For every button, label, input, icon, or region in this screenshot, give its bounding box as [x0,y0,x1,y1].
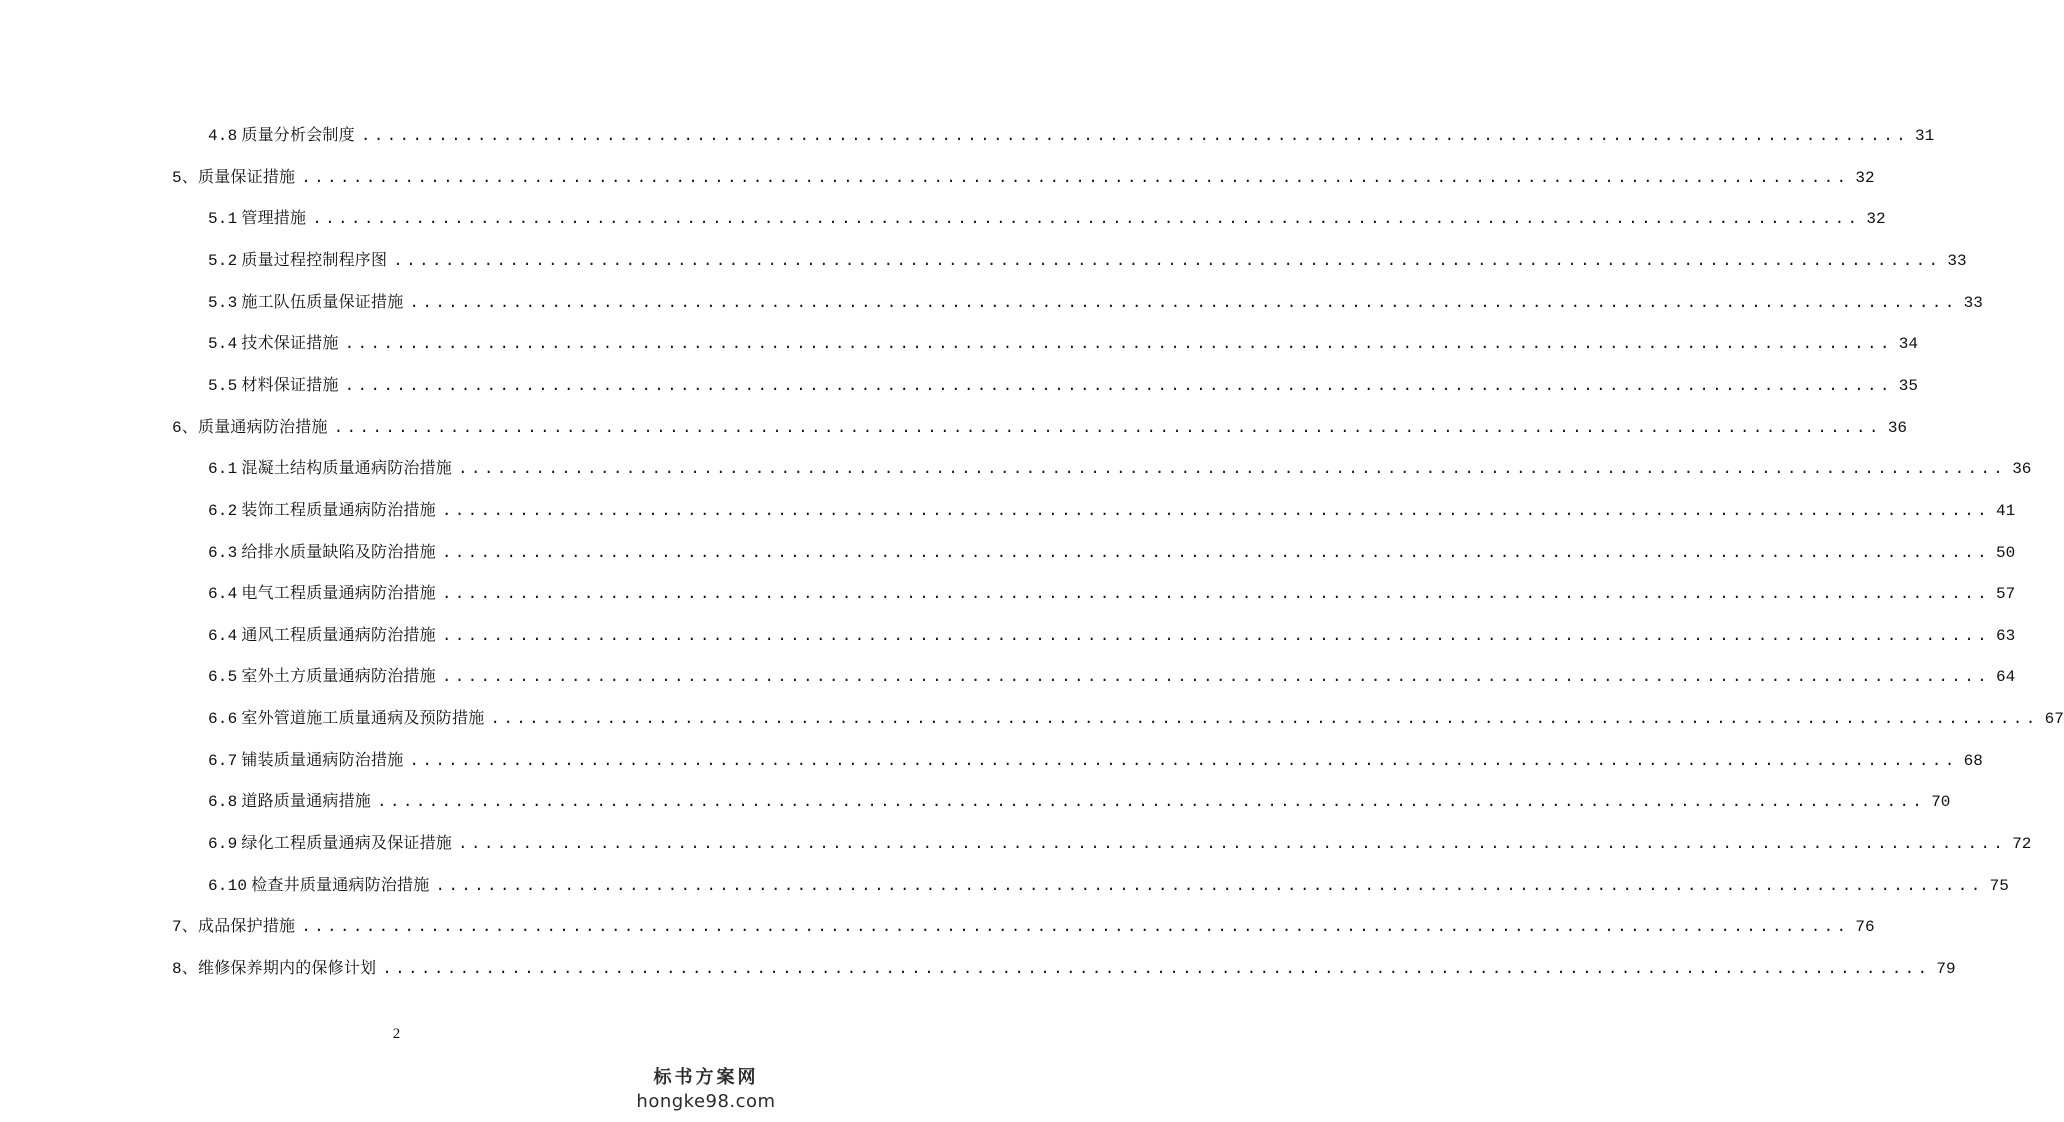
toc-entry-number: 6.7 [208,752,238,770]
toc-dot-leader: ........................................................................................................................ [333,419,1882,437]
toc-entry-title [172,955,376,982]
toc-entry-title [208,872,429,899]
toc-entry-number: 5.2 [208,252,238,270]
toc-entry-title [208,788,371,815]
toc-entry-number: 6.3 [208,544,238,562]
toc-entry-number: 6.10 [208,877,248,895]
toc-entry-number: 5.3 [208,294,238,312]
toc-entry-number: 4.8 [208,127,238,145]
toc-entry-title [208,830,452,857]
toc-entry [208,289,1983,315]
toc-entry-title [208,330,339,357]
toc-entry-page: 34 [1898,335,1918,353]
toc-entry-text: 质量分析会制度 [241,125,355,144]
toc-entry-text: 管理措施 [241,208,307,227]
toc-entry-number: 6.4 [208,627,238,645]
toc-entry-text: 材料保证措施 [241,375,339,394]
toc-dot-leader: ........................................................................................................................ [344,335,1893,353]
toc-dot-leader: ........................................................................................................................ [441,502,1990,520]
toc-entry [208,122,1935,148]
toc-entry-page: 31 [1915,127,1935,145]
toc-entry [208,830,2032,856]
toc-dot-leader: ........................................................................................................................ [409,752,1958,770]
toc-entry [208,247,1967,273]
toc-entry [172,414,1908,440]
toc-dot-leader: ........................................................................................................................ [360,127,1909,145]
toc-entry-title [208,455,452,482]
toc-entry-number: 7、 [172,918,199,936]
toc-entry-page: 76 [1855,918,1875,936]
toc-entry-page: 35 [1898,377,1918,395]
toc-entry-title [208,663,436,690]
toc-entry [208,705,2064,731]
toc-dot-leader: ........................................................................................................................ [312,210,1861,228]
toc-entry [208,747,1983,773]
toc-entry-text: 检查井质量通病防治措施 [251,875,430,894]
toc-entry-number: 6.8 [208,793,238,811]
toc-dot-leader: ........................................................................................................................ [382,960,1931,978]
toc-entry-page: 64 [1996,668,2016,686]
toc-dot-leader: ........................................................................................................................ [441,668,1990,686]
toc-entry-page: 68 [1963,752,1983,770]
toc-entry-title [208,747,403,774]
toc-entry-page: 79 [1936,960,1956,978]
toc-entry-title [208,580,436,607]
toc-entry-number: 6.1 [208,460,238,478]
toc-entry-text: 电气工程质量通病防治措施 [241,583,436,602]
toc-entry-number: 6、 [172,419,199,437]
watermark-site-name: 标书方案网 [653,1067,759,1088]
page-number: 2 [392,1026,401,1042]
toc-entry-title [208,497,436,524]
toc-entry [172,913,1875,939]
toc-entry-page: 67 [2044,710,2064,728]
toc-entry-text: 给排水质量缺陷及防治措施 [241,542,436,561]
toc-entry-page: 63 [1996,627,2016,645]
toc-entry-text: 质量过程控制程序图 [241,250,388,269]
toc-entry-title [208,247,387,274]
toc-dot-leader: ........................................................................................................................ [458,460,2007,478]
toc-dot-leader: ........................................................................................................................ [458,835,2007,853]
toc-entry-title [172,164,295,191]
toc-dot-leader: ........................................................................................................................ [441,627,1990,645]
toc-entry-page: 33 [1963,294,1983,312]
toc-entry-text: 室外土方质量通病防治措施 [241,666,436,685]
toc-entry-number: 5.5 [208,377,238,395]
toc-entry-text: 绿化工程质量通病及保证措施 [241,833,453,852]
toc-entry-text: 通风工程质量通病防治措施 [241,625,436,644]
toc-entry [172,164,1875,190]
toc-dot-leader: ........................................................................................................................ [409,294,1958,312]
toc-entry-text: 质量通病防治措施 [198,417,328,436]
toc-entry [208,372,1918,398]
toc-dot-leader: ........................................................................................................................ [441,585,1990,603]
toc-entry [172,955,1956,981]
toc-entry [208,455,2032,481]
toc-entry-page: 70 [1931,793,1951,811]
toc-entry-text: 施工队伍质量保证措施 [241,292,404,311]
toc-entry-text: 质量保证措施 [198,167,296,186]
toc-entry-text: 室外管道施工质量通病及预防措施 [241,708,485,727]
toc-entry-text: 维修保养期内的保修计划 [198,958,377,977]
toc-dot-leader: ........................................................................................................................ [377,793,1926,811]
toc-entry-text: 成品保护措施 [198,916,296,935]
toc-entry-title [208,205,306,232]
toc-entry-page: 75 [1989,877,2009,895]
toc-dot-leader: ........................................................................................................................ [344,377,1893,395]
toc-dot-leader: ........................................................................................................................ [435,877,1984,895]
watermark-url: hongke98.com [636,1091,776,1112]
toc-dot-leader: ........................................................................................................................ [301,169,1850,187]
toc-dot-leader: ........................................................................................................................ [490,710,2039,728]
toc-entry-text: 混凝土结构质量通病防治措施 [241,458,453,477]
toc-entry-title [208,289,403,316]
toc-entry [208,663,2016,689]
toc-entry-number: 5.4 [208,335,238,353]
toc-entry-text: 技术保证措施 [241,333,339,352]
toc-entry-page: 32 [1855,169,1875,187]
toc-entry [208,497,2016,523]
toc-entry-title [208,705,484,732]
toc-dot-leader: ........................................................................................................................ [301,918,1850,936]
toc-entry [208,539,2016,565]
toc-dot-leader: ........................................................................................................................ [393,252,1942,270]
watermark [631,1063,781,1112]
toc-entry-title [208,122,355,149]
toc-entry-page: 36 [2012,460,2032,478]
toc-entry-title [172,414,328,441]
toc-entry-title [208,622,436,649]
toc-entry-text: 装饰工程质量通病防治措施 [241,500,436,519]
toc-entry-title [172,913,295,940]
toc-entry-text: 道路质量通病措施 [241,791,372,810]
toc-entry-page: 36 [1887,419,1908,437]
toc-entry-page: 50 [1996,544,2016,562]
toc-entry [208,580,2016,606]
toc-entry-title [208,372,339,399]
toc-entry-number: 6.5 [208,668,238,686]
toc-entry [208,205,1886,231]
toc-entry-number: 8、 [172,960,199,978]
toc-entry [208,330,1918,356]
toc-entry-number: 6.2 [208,502,238,520]
toc-entry-page: 72 [2012,835,2032,853]
toc-dot-leader: ........................................................................................................................ [441,544,1990,562]
toc-entry-page: 57 [1996,585,2016,603]
toc-entry [208,622,2016,648]
toc-entry-title [208,539,436,566]
toc-entry [208,788,1951,814]
toc-entry-page: 33 [1947,252,1967,270]
toc-entry-number: 5.1 [208,210,238,228]
toc-entry-page: 41 [1996,502,2016,520]
toc-entry-number: 5、 [172,169,199,187]
toc-entry-number: 6.4 [208,585,238,603]
toc-entry-text: 铺装质量通病防治措施 [241,750,404,769]
toc-entry-number: 6.6 [208,710,238,728]
toc-entry-number: 6.9 [208,835,238,853]
toc-entry-page: 32 [1866,210,1886,228]
toc-entry [208,872,2009,898]
